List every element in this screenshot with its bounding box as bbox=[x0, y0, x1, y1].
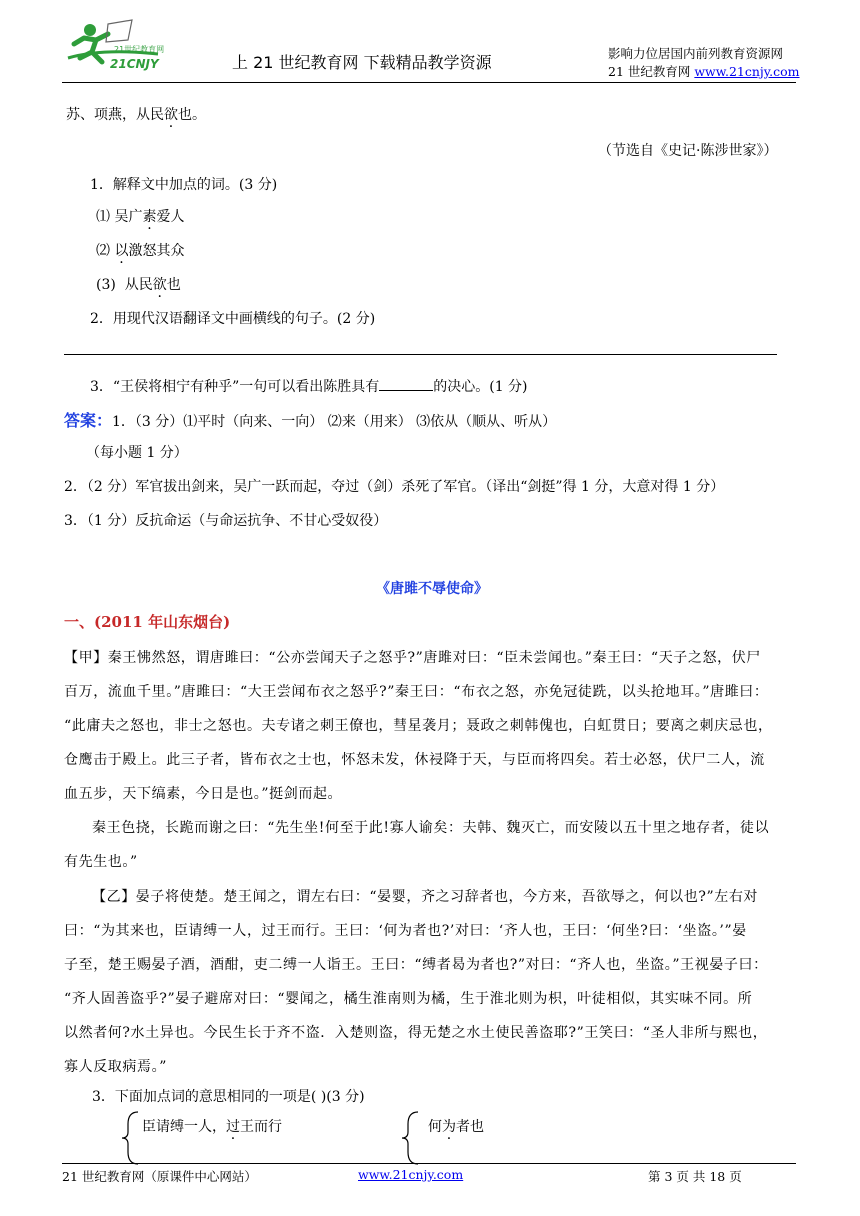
yi-line-1: 【乙】晏子将使楚。楚王闻之，谓左右曰：“晏婴，齐之习辞者也，今方来，吾欲辱之，何以也?”左右对 bbox=[92, 889, 759, 905]
yi-line-4: “齐人固善盗乎?”晏子避席对曰：“婴闻之，橘生淮南则为橘，生于淮北则为枳，叶徒相似，其实味不同。所 bbox=[64, 991, 753, 1007]
answer-3: 3．（1 分）反抗命运（与命运抗争、不甘心受奴役） bbox=[64, 513, 388, 529]
question-1-item-2: ⑵ 以激怒其众 bbox=[96, 243, 185, 259]
passage-end: 苏、项燕，从民欲也。 bbox=[66, 107, 206, 123]
question-2: 2．用现代汉语翻译文中画横线的句子。(2 分) bbox=[90, 311, 376, 327]
footer-page: 第 3 页 共 18 页 bbox=[648, 1169, 742, 1184]
passage-source: （节选自《史记·陈涉世家》） bbox=[598, 143, 778, 159]
yi-line-5: 以然者何?水土异也。今民生长于齐不盗．入楚则盗，得无楚之水土使民善盗耶?”王笑曰：“圣人非所与熙也， bbox=[64, 1025, 768, 1041]
question-1-item-1: ⑴ 吴广素爱人 bbox=[96, 209, 185, 225]
footer-left: 21 世纪教育网（原课件中心网站） bbox=[62, 1169, 257, 1184]
yi-line-2: 曰：“为其来也，臣请缚一人，过王而行。王曰：‘何为者也?’对曰：‘齐人也，王曰：‘何坐?曰：‘坐盗。’”晏 bbox=[64, 923, 747, 939]
question-3 bbox=[90, 376, 528, 396]
header-site-label: 21 世纪教育网 bbox=[608, 64, 695, 79]
jia2-line-2: 有先生也。” bbox=[64, 854, 138, 870]
right-brace-icon bbox=[400, 1110, 420, 1166]
answer-line bbox=[64, 354, 777, 355]
jia-line-1: 【甲】秦王怫然怒，谓唐雎曰：“公亦尝闻天子之怒乎?”唐雎对曰：“臣未尝闻也。”秦王曰：“天子之怒，伏尸 bbox=[64, 650, 761, 666]
svg-text:21CNJY: 21CNJY bbox=[110, 57, 159, 71]
jia-line-4: 仓鹰击于殿上。此三子者，皆布衣之士也，怀怒未发，休祲降于天，与臣而将四矣。若士必怒，伏尸二人，流 bbox=[64, 752, 765, 768]
answer-2: 2．（2 分）军官拔出剑来，吴广一跃而起，夺过（剑）杀死了军官。（译出“剑挺”得 1 分，大意对得 1 分） bbox=[64, 479, 725, 495]
header-site bbox=[608, 62, 800, 80]
jia-line-5: 血五步，天下缟素，今日是也。”挺剑而起。 bbox=[64, 786, 343, 802]
section-title: 《唐雎不辱使命》 bbox=[376, 581, 488, 597]
answer-1-note: （每小题 1 分） bbox=[86, 445, 188, 461]
header-title: 上 21 世纪教育网 下载精品教学资源 bbox=[232, 53, 492, 72]
section-subtitle: 一、(2011 年山东烟台) bbox=[64, 613, 231, 631]
answer-label: 答案： bbox=[64, 411, 113, 430]
option-left: 臣请缚一人，过王而行 bbox=[142, 1119, 282, 1135]
answer-blank bbox=[379, 378, 433, 391]
footer-link[interactable]: www.21cnjy.com bbox=[358, 1167, 464, 1182]
jia-line-3: “此庸夫之怒也，非士之怒也。夫专诸之刺王僚也，彗星袭月；聂政之刺韩傀也，白虹贯日；要离之刺庆忌也， bbox=[64, 718, 773, 734]
answer-1-text: 1．（3 分）⑴平时（向来、一向） ⑵来（用来） ⑶依从（顺从、听从） bbox=[112, 414, 557, 430]
yi-line-3: 子至，楚王赐晏子酒，酒酣，吏二缚一人诣王。王曰：“缚者曷为者也?”对曰：“齐人也，坐盗。”王视晏子曰： bbox=[64, 957, 768, 973]
yi-line-6: 寡人反取病焉。” bbox=[64, 1059, 167, 1075]
question-3-text: 3．“王侯将相宁有种乎”一句可以看出陈胜具有 bbox=[90, 379, 380, 395]
header-divider bbox=[62, 82, 796, 83]
question-3-tail: 的决心。(1 分) bbox=[433, 379, 528, 395]
question-1: 1．解释文中加点的词。(3 分) bbox=[90, 177, 278, 193]
question-1-item-3: (3) 从民欲也 bbox=[96, 277, 181, 293]
header-site-link[interactable]: www.21cnjy.com bbox=[694, 64, 800, 79]
jia-line-2: 百万，流血千里。”唐雎曰：“大王尝闻布衣之怒乎?”秦王曰：“布衣之怒，亦免冠徒跣，以头抢地耳。”唐雎曰： bbox=[64, 684, 769, 700]
left-brace-icon bbox=[120, 1110, 140, 1166]
jia2-line-1: 秦王色挠，长跪而谢之曰：“先生坐!何至于此!寡人谕矣：夫韩、魏灭亡，而安陵以五十里之地存者，徒以 bbox=[92, 820, 770, 836]
svg-text:21世纪教育网: 21世纪教育网 bbox=[114, 45, 165, 54]
section2-question-3: 3．下面加点词的意思相同的一项是( )(3 分) bbox=[92, 1089, 365, 1105]
footer-divider bbox=[62, 1163, 796, 1164]
site-logo bbox=[62, 18, 182, 80]
option-right: 何为者也 bbox=[428, 1119, 484, 1135]
answer-1 bbox=[64, 408, 556, 431]
header-slogan: 影响力位居国内前列教育资源网 bbox=[608, 46, 784, 61]
